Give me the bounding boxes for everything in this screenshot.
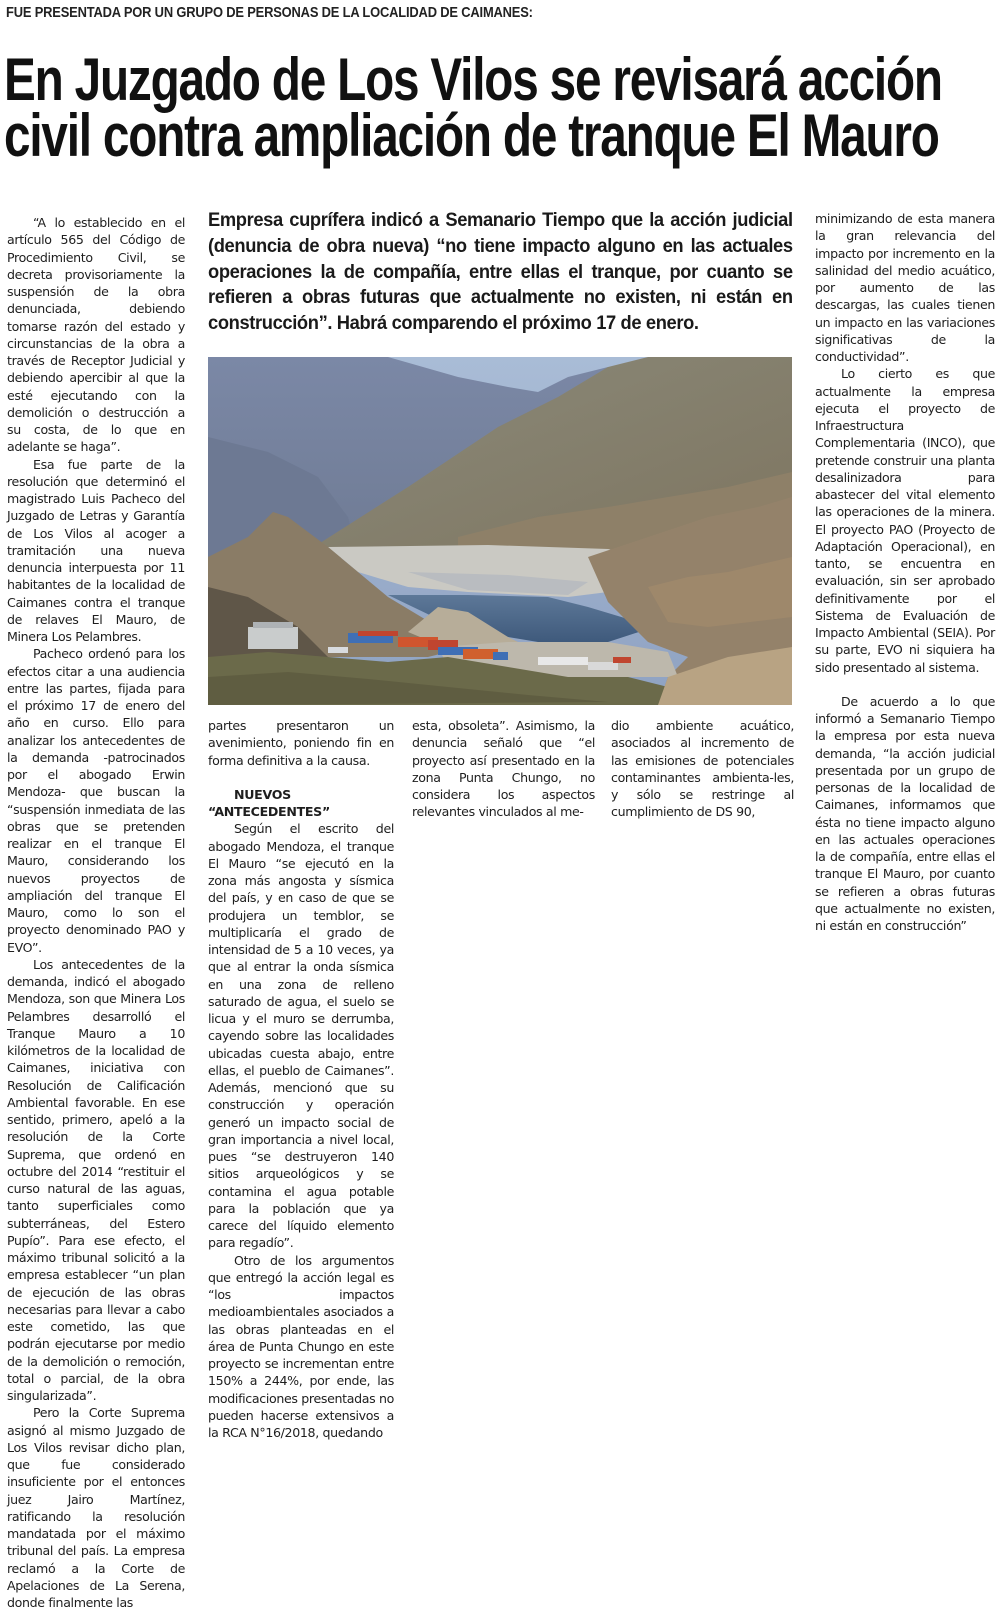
paragraph: Pero la Corte Suprema asignó al mismo Juzgado de Los Vilos revisar dicho plan, que fue considerado insuficiente por el entonces juez Jairo Martínez, ratificando la resolución mandatada por el máximo tribunal del país. La empresa reclamó a la Corte de Apelaciones de La Serena, donde finalmente las bbox=[7, 1405, 185, 1610]
paragraph: Lo cierto es que actualmente la empresa ejecuta el proyecto de Infraestructura Complementaria (INCO), que pretende construir una planta desalinizadora para abastecer del vital elemento las operaciones de la minera. El proyecto PAO (Proyecto de Adaptación Operacional), en tanto, se encuentra en evaluación, sin ser aprobado definitivamente por el Sistema de Evaluación de Impacto Ambiental (SEIA). Por su parte, EVO ni siquiera ha sido presentado al sistema. bbox=[815, 366, 995, 675]
section-heading: NUEVOS “ANTECEDENTES” bbox=[208, 786, 330, 819]
column-1 bbox=[7, 214, 185, 1611]
paragraph: esta, obsoleta”. Asimismo, la denuncia señaló que “el proyecto así presentado en la zona Punta Chungo, no considera los aspectos relevantes vinculados al me- bbox=[412, 718, 595, 820]
paragraph: partes presentaron un avenimiento, poniendo fin en forma definitiva a la causa. bbox=[208, 718, 394, 768]
paragraph: minimizando de esta manera la gran relevancia del impacto por incremento en la salinidad del medio acuático, por aumento de las descargas, las cuales tienen un impacto en las variaciones significativas de la conductividad”. bbox=[815, 211, 995, 364]
subhead: Empresa cuprífera indicó a Semanario Tiempo que la acción judicial (denuncia de obra nueva) “no tiene impacto alguno en las actuales operaciones la de compañía, entre ellas el tranque, por cuanto se refieren a obras futuras que actualmente no existen, ni están en construcción”. Habrá comparendo el próximo 17 de enero. bbox=[208, 209, 793, 335]
paragraph: De acuerdo a lo que informó a Semanario Tiempo la empresa por esta nueva demanda, “la acción judicial presentada por un grupo de personas de la localidad de Caimanes, informamos que ésta no tiene impacto alguno en las actuales operaciones la de compañía, entre ellas el tranque El Mauro, por cuanto se refieren a obras futuras que actualmente no existen, ni están en construcción” bbox=[815, 693, 995, 933]
headline bbox=[4, 46, 942, 169]
landscape-photo bbox=[208, 357, 792, 705]
column-3 bbox=[412, 717, 595, 821]
paragraph: Según el escrito del abogado Mendoza, el tranque El Mauro “se ejecutó en la zona más angosta y sísmica del país, y en caso de que se produjera un temblor, se multiplicaría el grado de intensidad de 5 a 10 veces, ya que al entrar la onda sísmica en una zona de relleno saturado de agua, el suelo se licua y el muro se derrumba, cayendo sobre las localidades ubicadas cuesta abajo, entre ellas, el pueblo de Caimanes”. Además, mencionó que su construcción y operación generó un impacto social de gran importancia a nivel local, pues “se destruyeron 140 sitios arqueológicos y se contamina el agua potable para la población que ya carece del líquido elemento para regadío”. bbox=[208, 821, 394, 1251]
paragraph: Los antecedentes de la demanda, indicó el abogado Mendoza, son que Minera Los Pelambres desarrolló el Tranque Mauro a 10 kilómetros de la localidad de Caimanes, iniciativa con Resolución de Calificación Ambiental favorable. En ese sentido, primero, apeló a la resolución de la Corte Suprema, que ordenó en octubre del 2014 “restituir el curso natural de las aguas, tanto superficiales como subterráneas, del Estero Pupío”. Para ese efecto, el máximo tribunal solicitó a la empresa establecer “un plan de ejecución de las obras necesarias para llevar a cabo este cometido, las que podrán ejecutarse por medio de la demolición o remoción, total o parcial, de la obra singularizada”. bbox=[7, 956, 185, 1403]
paragraph: “A lo establecido en el artículo 565 del Código de Procedimiento Civil, se decreta provisoriamente la suspensión de la obra denunciada, debiendo tomarse razón del estado y circunstancias de la obra a través de Receptor Judicial y debiendo apercibir al que la esté ejecutando con la demolición o destrucción a su costa, de lo que en adelante se haga”. bbox=[7, 215, 185, 455]
paragraph: Esa fue parte de la resolución que determinó el magistrado Luis Pacheco del Juzgado de Letras y Garantía de Los Vilos al acoger a tramitación una nueva denuncia interpuesta por 11 habitantes de la localidad de Caimanes contra el tranque de relaves El Mauro, de Minera Los Pelambres. bbox=[7, 456, 185, 644]
column-2 bbox=[208, 717, 394, 1441]
paragraph: Pacheco ordenó para los efectos citar a una audiencia entre las partes, fijada para el próximo 17 de enero del año en curso. Ello para analizar los antecedentes de la demanda -patrocinados por el abogado Erwin Mendoza- que buscan la “suspensión inmediata de las obras que se pretenden realizar en el tranque El Mauro, considerando los nuevos proyectos de ampliación del tranque El Mauro, como lo son el proyecto denominado PAO y EVO”. bbox=[7, 646, 185, 955]
photo-tranque-el-mauro bbox=[208, 357, 792, 705]
paragraph: dio ambiente acuático, asociados al incremento de las emisiones de potenciales contaminantes ambienta-les, y sólo se restringe al cumplimiento de DS 90, bbox=[611, 718, 794, 820]
headline-line-2: civil contra ampliación de tranque El Mauro bbox=[4, 102, 939, 169]
column-5 bbox=[815, 210, 995, 934]
column-4 bbox=[611, 717, 794, 821]
paragraph: Otro de los argumentos que entregó la acción legal es “los impactos medioambientales asociados a las obras planteadas en el área de Punta Chungo en este proyecto se incrementan entre 150% a 244%, por ende, las modificaciones presentadas no pueden hacerse extensivos a la RCA N°16/2018, quedando bbox=[208, 1252, 394, 1440]
kicker: FUE PRESENTADA POR UN GRUPO DE PERSONAS DE LA LOCALIDAD DE CAIMANES: bbox=[6, 4, 533, 21]
headline-line-1: En Juzgado de Los Vilos se revisará acción bbox=[4, 46, 942, 113]
